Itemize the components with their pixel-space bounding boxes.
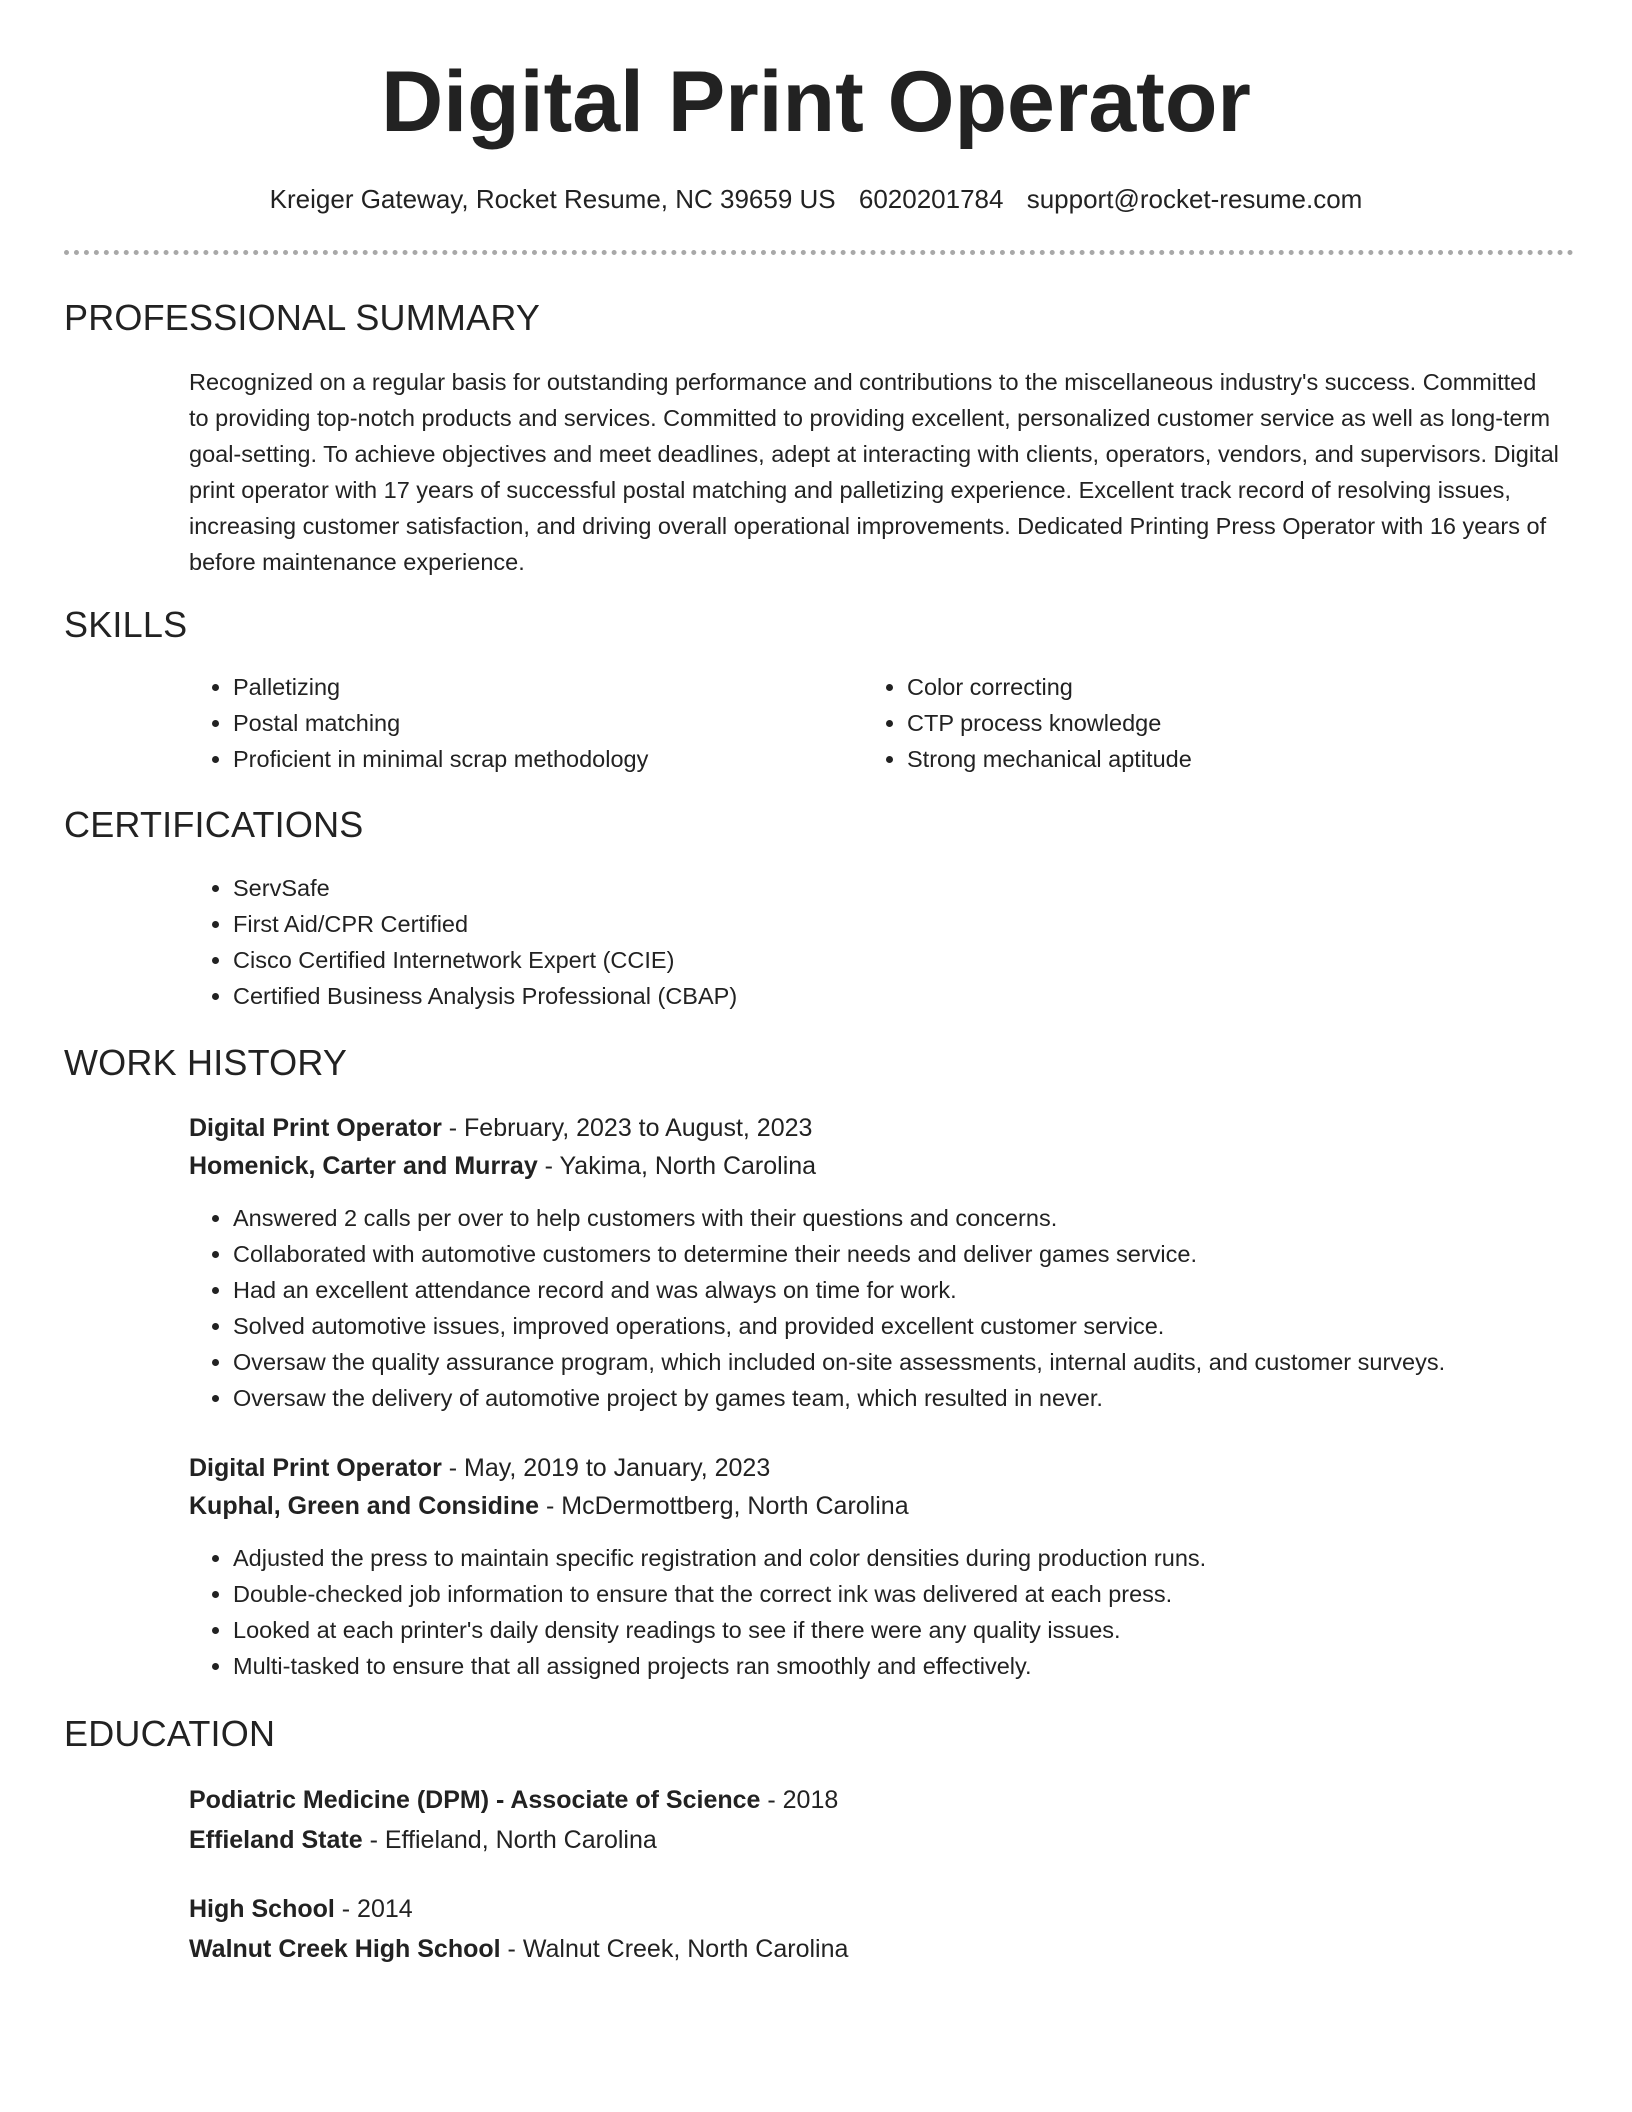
job-dates: - May, 2019 to January, 2023: [441, 1454, 771, 1482]
job-role: Digital Print Operator: [189, 1454, 442, 1482]
skill-item: • Postal matching: [233, 705, 648, 741]
job-company: Kuphal, Green and Considine: [189, 1492, 540, 1520]
skills-list-left: [189, 669, 648, 777]
education-degree: Podiatric Medicine (DPM) - Associate of Science: [189, 1786, 761, 1814]
job-company: Homenick, Carter and Murray: [189, 1152, 538, 1180]
job-bullet: • Looked at each printer's daily density readings to see if there were any quality issues.: [233, 1612, 1206, 1648]
certification-item: • First Aid/CPR Certified: [233, 906, 737, 942]
job-dates: - February, 2023 to August, 2023: [441, 1114, 813, 1142]
summary-heading: PROFESSIONAL SUMMARY: [64, 297, 541, 338]
job-bullet: • Multi-tasked to ensure that all assigned projects ran smoothly and effectively.: [233, 1648, 1206, 1684]
education-year: - 2014: [334, 1895, 413, 1923]
certification-item: • ServSafe: [233, 870, 737, 906]
summary-text: Recognized on a regular basis for outstanding performance and contributions to the miscellaneous industry's success. Committed to providing top-notch products and services. Committed to providing excellent, personalized customer service as well as long-term goal-setting. To achieve objectives and meet deadlines, adept at interacting with clients, operators, vendors, and supervisors. Digital print operator with 17 years of successful postal matching and palletizing experience. Excellent track record of resolving issues, increasing customer satisfaction, and driving overall operational improvements. Dedicated Printing Press Operator with 16 years of before maintenance experience.: [189, 369, 1559, 575]
skills-heading: SKILLS: [64, 604, 188, 645]
education-school-line: [189, 1821, 657, 1859]
education-school-line: [189, 1930, 848, 1968]
education-school: Walnut Creek High School: [189, 1935, 501, 1963]
certification-item: • Cisco Certified Internetwork Expert (CCIE): [233, 942, 737, 978]
job-bullet: • Adjusted the press to maintain specific registration and color densities during production runs.: [233, 1540, 1206, 1576]
job-bullet: • Answered 2 calls per over to help customers with their questions and concerns.: [233, 1200, 1445, 1236]
candidate-name: Digital Print Operator: [381, 54, 1251, 150]
education-degree-line: [189, 1890, 413, 1928]
contact-line: [0, 182, 1632, 216]
skills-list-right: [863, 669, 1192, 777]
header-divider: [64, 250, 1574, 255]
job-location: - McDermottberg, North Carolina: [539, 1492, 909, 1520]
education-degree: High School: [189, 1895, 335, 1923]
skill-item: • Proficient in minimal scrap methodology: [233, 741, 648, 777]
work-history-heading: WORK HISTORY: [64, 1042, 348, 1083]
skill-item: • CTP process knowledge: [907, 705, 1192, 741]
job-bullet: • Solved automotive issues, improved operations, and provided excellent customer service.: [233, 1308, 1445, 1344]
job-bullet: • Double-checked job information to ensure that the correct ink was delivered at each press.: [233, 1576, 1206, 1612]
skill-item: • Strong mechanical aptitude: [907, 741, 1192, 777]
job-bullets: [189, 1540, 1206, 1684]
job-company-line: [189, 1147, 816, 1185]
job-bullet: • Collaborated with automotive customers to determine their needs and deliver games service.: [233, 1236, 1445, 1272]
education-year: - 2018: [760, 1786, 839, 1814]
job-title-line: [189, 1109, 812, 1147]
job-company-line: [189, 1487, 909, 1525]
education-location: - Effieland, North Carolina: [362, 1826, 657, 1854]
job-bullet: • Had an excellent attendance record and was always on time for work.: [233, 1272, 1445, 1308]
certifications-list: [189, 870, 737, 1014]
education-location: - Walnut Creek, North Carolina: [500, 1935, 849, 1963]
education-school: Effieland State: [189, 1826, 363, 1854]
skill-item: • Palletizing: [233, 669, 648, 705]
certifications-heading: CERTIFICATIONS: [64, 804, 364, 845]
education-degree-line: [189, 1781, 838, 1819]
contact-email: support@rocket-resume.com: [1026, 184, 1363, 214]
job-bullet: • Oversaw the quality assurance program, which included on-site assessments, internal audits, and customer surveys.: [233, 1344, 1445, 1380]
contact-address: Kreiger Gateway, Rocket Resume, NC 39659 US: [269, 184, 836, 214]
certification-item: • Certified Business Analysis Professional (CBAP): [233, 978, 737, 1014]
job-title-line: [189, 1449, 770, 1487]
education-heading: EDUCATION: [64, 1713, 276, 1754]
job-location: - Yakima, North Carolina: [537, 1152, 817, 1180]
job-bullet: • Oversaw the delivery of automotive project by games team, which resulted in never.: [233, 1380, 1445, 1416]
skill-item: • Color correcting: [907, 669, 1192, 705]
contact-phone: 6020201784: [858, 184, 1004, 214]
job-role: Digital Print Operator: [189, 1114, 442, 1142]
job-bullets: [189, 1200, 1445, 1416]
